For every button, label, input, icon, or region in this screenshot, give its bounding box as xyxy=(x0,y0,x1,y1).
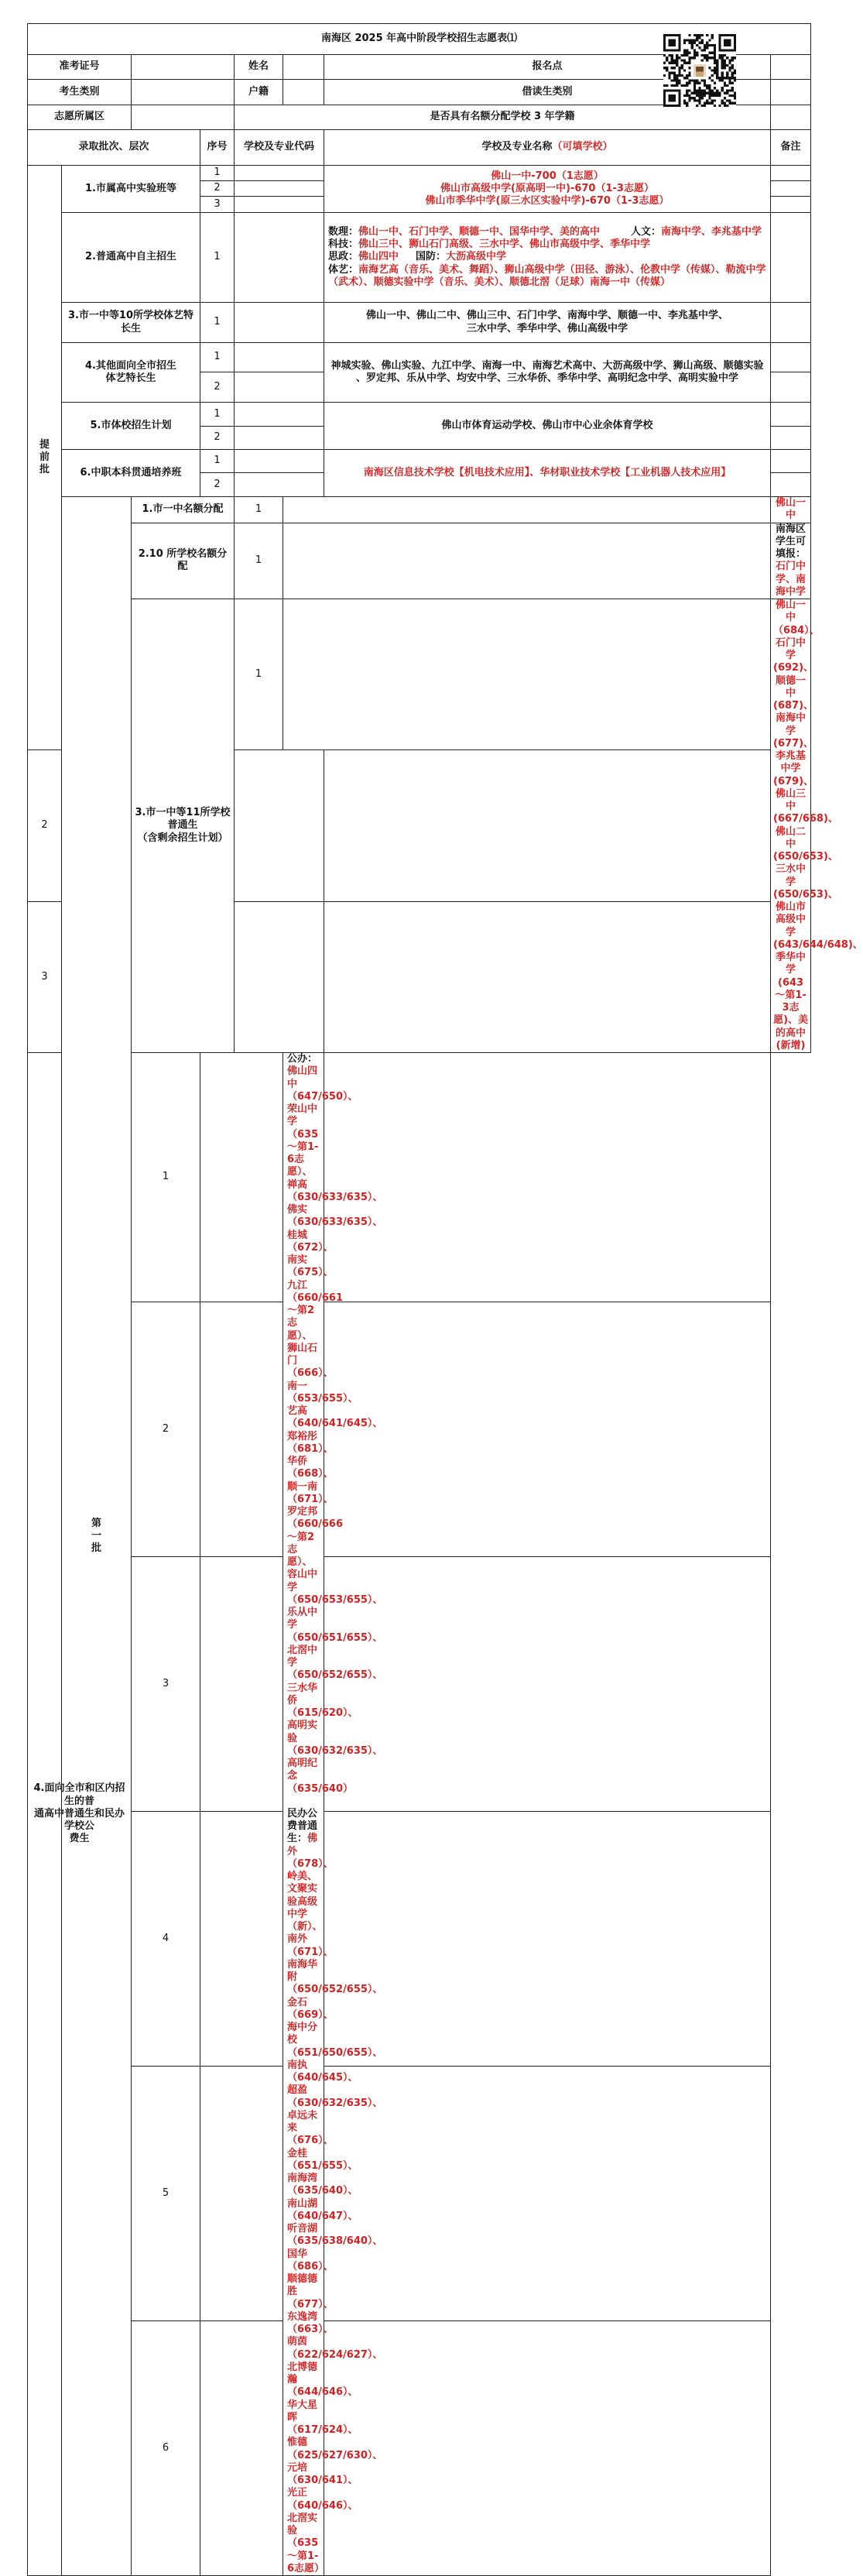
first-cat-4: 4.面向全市和区内招生的普 通高中普通生和民办学校公 费生 xyxy=(28,1053,132,2576)
seq-cell: 6 xyxy=(132,2320,200,2575)
remark-input[interactable] xyxy=(771,427,811,450)
remark-input[interactable] xyxy=(324,2320,771,2575)
site-label: 报名点 xyxy=(324,55,771,80)
name-field[interactable] xyxy=(283,55,324,80)
quota-field[interactable] xyxy=(771,105,811,130)
code-input[interactable] xyxy=(235,372,324,403)
seq-cell: 2 xyxy=(132,1302,200,1557)
seq-cell: 1 xyxy=(200,343,235,372)
borrow-label: 借读生类别 xyxy=(324,80,771,105)
early-cat-2: 2.普通高中自主招生 xyxy=(62,213,200,303)
early-cat-1: 1.市属高中实验班等 xyxy=(62,166,200,213)
seq-cell: 2 xyxy=(200,372,235,403)
district-label: 志愿所属区 xyxy=(28,105,132,130)
remark-input[interactable] xyxy=(324,901,771,1052)
ticket-label: 准考证号 xyxy=(28,55,132,80)
first-cat-3: 3.市一中等11所学校普通生 （含剩余招生计划） xyxy=(132,599,235,1053)
seq-cell: 3 xyxy=(28,901,62,1052)
early-5-schools: 佛山市体育运动学校、佛山市中心业余体育学校 xyxy=(324,403,771,450)
category-label: 考生类别 xyxy=(28,80,132,105)
remark-input[interactable] xyxy=(771,181,811,197)
seq-cell: 2 xyxy=(200,181,235,197)
seq-cell: 4 xyxy=(132,1812,200,2067)
code-input[interactable] xyxy=(235,473,324,497)
seq-cell: 1 xyxy=(200,213,235,303)
first-cat-1: 1.市一中名额分配 xyxy=(132,497,235,523)
early-cat-3: 3.市一中等10所学校体艺特 长生 xyxy=(62,303,200,343)
remark-input[interactable] xyxy=(771,450,811,473)
seq-cell: 1 xyxy=(235,523,283,599)
remark-input[interactable] xyxy=(324,1557,771,1812)
remark-input[interactable] xyxy=(771,403,811,427)
borrow-field[interactable] xyxy=(771,80,811,105)
remark-input[interactable] xyxy=(324,1812,771,2067)
remark-input[interactable] xyxy=(771,343,811,372)
early-2-schools: 数理：佛山一中、石门中学、顺德一中、国华中学、美的高中 人文：南海中学、李兆基中学 科技：佛山三中、狮山石门高级、三水中学、佛山市高级中学、季华中学 思政：佛山四中 国防：大沥高级中学 体艺：南海艺高（音乐、美术、舞蹈）、狮山高级中学（田径、游泳）、伦教中学（传媒）、勒流中学（武术）、顺德实验中学（音乐、美术）、顺德北滘（足球）南海一中（传媒） xyxy=(324,213,771,303)
code-input[interactable] xyxy=(235,450,324,473)
form-title: 南海区 2025 年高中阶段学校招生志愿表⑴ xyxy=(28,24,811,55)
seq-cell: 3 xyxy=(200,197,235,213)
code-input[interactable] xyxy=(235,750,324,901)
seq-cell: 1 xyxy=(235,599,283,750)
name-label: 姓名 xyxy=(235,55,283,80)
code-input[interactable] xyxy=(235,403,324,427)
first-4-schools: 公办：佛山四中（647/650）、荣山中学（635～第1-6志愿）、禅高（630/633/635）、佛实（630/633/635）、桂城（672）、南实（675）、九江（660/661～第2志愿）、狮山石门（666）、南一（653/655）、艺高（640/641/645）、郑裕彤（681）、华侨（668）、顺一南（671）、罗定邦（660/666～第2志愿）、容山中学（650/653/655）、乐从中学（650/651/655）、北滘中学（650/652/655）、三水华侨（615/620）、高明实验（630/632/635）、高明纪念（635/640） 民办公费普通生：佛外（678）、岭美、文聚实验高级中学（新）、南外（671）、南海华附（650/652/655）、金石（669）、海中分校（651/650/655）、南执（640/645）、超盈（630/632/635）、卓远未来（676）、金桂（651/655）、南海湾（635/640）、南山湖（640/647）、听音湖（635/638/640）、国华（686）、顺德德胜（677）、东逸湾（663）、萌茵（622/624/627）、北博德瀚（644/646）、华大星晖（617/624）、惟德（625/627/630）、元培（630/641）、光正（640/646）、北滘实验（635～第1-6志愿） xyxy=(283,1053,324,2576)
early-cat-5: 5.市体校招生计划 xyxy=(62,403,200,450)
col-seq: 序号 xyxy=(200,130,235,166)
first-1-schools: 佛山一中 xyxy=(771,497,811,523)
application-form xyxy=(27,23,863,2574)
early-cat-6: 6.中职本科贯通培养班 xyxy=(62,450,200,497)
code-input[interactable] xyxy=(200,1557,283,1812)
remark-input[interactable] xyxy=(771,372,811,403)
seq-cell: 2 xyxy=(200,427,235,450)
remark-input[interactable] xyxy=(324,750,771,901)
remark-input[interactable] xyxy=(771,213,811,303)
seq-cell: 1 xyxy=(200,166,235,181)
code-input[interactable] xyxy=(235,303,324,343)
seq-cell: 5 xyxy=(132,2067,200,2321)
remark-input[interactable] xyxy=(324,1302,771,1557)
seq-cell: 1 xyxy=(200,450,235,473)
early-4-schools: 神城实验、佛山实验、九江中学、南海一中、南海艺术高中、大沥高级中学、狮山高级、顺德实验 、罗定邦、乐从中学、均安中学、三水华侨、季华中学、高明纪念中学、高明实验中学 xyxy=(324,343,771,403)
code-input[interactable] xyxy=(235,213,324,303)
first-2-schools: 南海区学生可填报：石门中学、南海中学 xyxy=(771,523,811,599)
remark-input[interactable] xyxy=(324,1053,771,1302)
district-field[interactable] xyxy=(132,105,235,130)
code-input[interactable] xyxy=(235,197,324,213)
code-input[interactable] xyxy=(200,2320,283,2575)
section-early: 提前批 xyxy=(28,166,62,750)
code-input[interactable] xyxy=(200,1053,283,1302)
seq-cell: 1 xyxy=(235,497,283,523)
early-3-schools: 佛山一中、佛山二中、佛山三中、石门中学、南海中学、顺德一中、李兆基中学、 三水中学、季华中学、佛山高级中学 xyxy=(324,303,771,343)
site-field[interactable] xyxy=(771,55,811,80)
form-table xyxy=(27,23,863,2576)
code-input[interactable] xyxy=(235,427,324,450)
code-input[interactable] xyxy=(235,343,324,372)
seq-cell: 2 xyxy=(28,750,62,901)
early-1-schools: 佛山一中-700（1志愿） 佛山市高级中学(原高明一中)-670（1-3志愿） 佛山市季华中学(原三水区实验中学)-670（1-3志愿） xyxy=(324,166,771,213)
seq-cell: 1 xyxy=(200,403,235,427)
code-input[interactable] xyxy=(283,599,771,750)
first-cat-2: 2.10 所学校名额分配 xyxy=(132,523,235,599)
early-cat-4: 4.其他面向全市招生 体艺特长生 xyxy=(62,343,200,403)
code-input[interactable] xyxy=(235,166,324,181)
early-6-schools: 南海区信息技术学校【机电技术应用】、华材职业技术学校【工业机器人技术应用】 xyxy=(324,450,771,497)
code-input[interactable] xyxy=(235,901,324,1052)
section-first: 第一批 xyxy=(62,497,132,2576)
category-field[interactable] xyxy=(132,80,235,105)
col-name: 学校及专业名称（可填学校） xyxy=(324,130,771,166)
col-code: 学校及专业代码 xyxy=(235,130,324,166)
household-field[interactable] xyxy=(283,80,324,105)
remark-input[interactable] xyxy=(771,473,811,497)
seq-cell: 1 xyxy=(132,1053,200,1302)
seq-cell: 1 xyxy=(200,303,235,343)
remark-input[interactable] xyxy=(771,197,811,213)
code-input[interactable] xyxy=(200,1302,283,1557)
col-remark: 备注 xyxy=(771,130,811,166)
first-3-schools: 佛山一中（684）、石门中学(692)、顺德一中(687)、南海中学(677)、李兆基中学(679)、 佛山三中(667/668)、佛山二中(650/653)、三水中学(650/653)、 佛山市高级中学(643/644/648)、季华中学(643～第1-3志愿)、美的高中(新增) xyxy=(771,599,811,1053)
seq-cell: 2 xyxy=(200,473,235,497)
remark-input[interactable] xyxy=(771,303,811,343)
col-batch: 录取批次、层次 xyxy=(28,130,200,166)
household-label: 户籍 xyxy=(235,80,283,105)
code-input[interactable] xyxy=(235,181,324,197)
remark-input[interactable] xyxy=(324,2067,771,2321)
code-input[interactable] xyxy=(200,1812,283,2067)
qr-code-icon xyxy=(663,34,736,107)
quota-question: 是否具有名额分配学校 3 年学籍 xyxy=(235,105,771,130)
code-input[interactable] xyxy=(283,497,771,523)
code-input[interactable] xyxy=(200,2067,283,2321)
seq-cell: 3 xyxy=(132,1557,200,1812)
code-input[interactable] xyxy=(283,523,771,599)
remark-input[interactable] xyxy=(771,166,811,181)
ticket-field[interactable] xyxy=(132,55,235,80)
